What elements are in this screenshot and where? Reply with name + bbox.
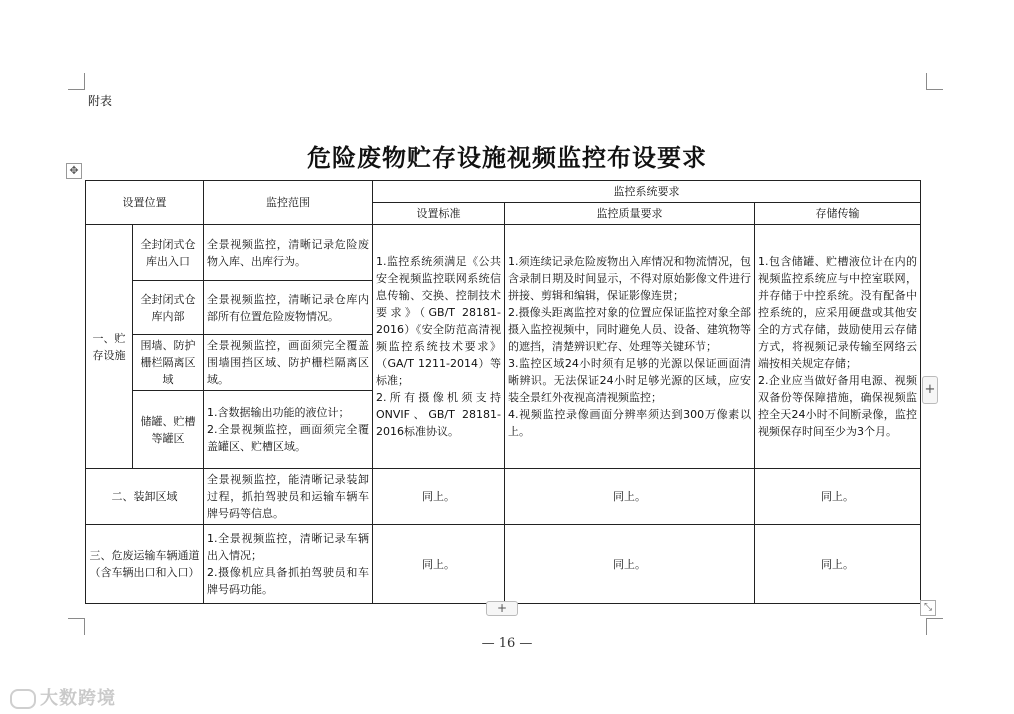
scope-tank-item-2: 2.全景视频监控，画面须完全覆盖罐区、贮槽区域。 xyxy=(207,423,369,453)
vehicle-quality-same: 同上。 xyxy=(505,525,755,604)
location-loading-area: 二、装卸区域 xyxy=(86,469,204,525)
watermark-logo-icon xyxy=(10,689,36,709)
header-scope: 监控范围 xyxy=(204,181,373,225)
location-warehouse-interior: 全封闭式仓库内部 xyxy=(133,281,204,335)
table-move-handle-icon[interactable]: ✥ xyxy=(66,163,82,179)
group-storage-facility: 一、贮存设施 xyxy=(86,225,133,469)
quality-item-3: 3.监控区域24小时须有足够的光源以保证画面清晰辨识。无法保证24小时足够光源的区域，应安装全景红外夜视高清视频监控； xyxy=(508,357,751,404)
add-column-plus-icon[interactable]: + xyxy=(922,376,938,404)
requirements-table xyxy=(85,180,921,604)
scope-tank-area xyxy=(204,391,373,469)
document-title: 危险废物贮存设施视频监控布设要求 xyxy=(307,144,707,172)
scope-vehicle-item-2: 2.摄像机应具备抓拍驾驶员和车牌号码功能。 xyxy=(207,566,369,596)
standard-item-2: 2.所有摄像机须支持ONVIF、GB/T 28181-2016标准协议。 xyxy=(376,391,501,438)
appendix-label: 附表 xyxy=(88,94,113,108)
header-location: 设置位置 xyxy=(86,181,204,225)
page-number: — 16 — xyxy=(481,636,533,651)
scope-warehouse-entrance: 全景视频监控，清晰记录危险废物入库、出库行为。 xyxy=(204,225,373,281)
scope-warehouse-interior: 全景视频监控，清晰记录仓库内部所有位置危险废物情况。 xyxy=(204,281,373,335)
vehicle-storage-same: 同上。 xyxy=(755,525,921,604)
header-standard: 设置标准 xyxy=(373,203,505,225)
quality-item-4: 4.视频监控录像画面分辨率须达到300万像素以上。 xyxy=(508,408,751,438)
watermark-text: 大数跨境 xyxy=(40,688,116,709)
crop-mark-top-left xyxy=(68,73,85,90)
location-vehicle-passage: 三、危废运输车辆通道（含车辆出口和入口） xyxy=(86,525,204,604)
table-resize-icon[interactable]: ⤡ xyxy=(920,600,936,616)
loading-quality-same: 同上。 xyxy=(505,469,755,525)
crop-mark-bottom-right xyxy=(926,618,943,635)
storage-cell xyxy=(755,225,921,469)
crop-mark-top-right xyxy=(926,73,943,90)
scope-loading-area: 全景视频监控，能清晰记录装卸过程，抓拍驾驶员和运输车辆车牌号码等信息。 xyxy=(204,469,373,525)
watermark xyxy=(10,684,116,710)
location-tank-area: 储罐、贮槽等罐区 xyxy=(133,391,204,469)
scope-vehicle-passage xyxy=(204,525,373,604)
storage-item-2: 2.企业应当做好备用电源、视频双备份等保障措施，确保视频监控全天24小时不间断录像，监控视频保存时间至少为3个月。 xyxy=(758,374,918,438)
header-storage: 存储传输 xyxy=(755,203,921,225)
scope-tank-item-1: 1.含数据输出功能的液位计； xyxy=(207,406,350,419)
loading-storage-same: 同上。 xyxy=(755,469,921,525)
crop-mark-bottom-left xyxy=(68,618,85,635)
vehicle-standard-same: 同上。 xyxy=(373,525,505,604)
quality-item-2: 2.摄像头距离监控对象的位置应保证监控对象全部摄入监控视频中，同时避免人员、设备、建筑物等的遮挡，清楚辨识贮存、处理等关键环节； xyxy=(508,306,751,353)
loading-standard-same: 同上。 xyxy=(373,469,505,525)
quality-item-1: 1.须连续记录危险废物出入库情况和物流情况，包含录制日期及时间显示，不得对原始影像文件进行拼接、剪辑和编辑，保证影像连贯； xyxy=(508,255,751,302)
add-row-plus-icon[interactable]: + xyxy=(486,601,518,616)
scope-vehicle-item-1: 1.全景视频监控，清晰记录车辆出入情况； xyxy=(207,532,369,562)
header-system-requirements: 监控系统要求 xyxy=(373,181,921,203)
location-fence-area: 围墙、防护栅栏隔离区域 xyxy=(133,335,204,391)
standard-item-1: 1.监控系统须满足《公共安全视频监控联网系统信息传输、交换、控制技术要求》（GB/T 28181-2016）《安全防范高清视频监控系统技术要求》（GA/T 1211-2014）等标准； xyxy=(376,255,501,387)
header-quality: 监控质量要求 xyxy=(505,203,755,225)
quality-cell xyxy=(505,225,755,469)
storage-item-1: 1.包含储罐、贮槽液位计在内的视频监控系统应与中控室联网，并存储于中控系统。没有配备中控系统的，应采用硬盘或其他安全的方式存储，鼓励使用云存储方式，将视频记录传输至网络云端按相关规定存储； xyxy=(758,255,918,370)
standard-cell xyxy=(373,225,505,469)
location-warehouse-entrance: 全封闭式仓库出入口 xyxy=(133,225,204,281)
scope-fence-area: 全景视频监控，画面须完全覆盖围墙围挡区域、防护栅栏隔离区域。 xyxy=(204,335,373,391)
